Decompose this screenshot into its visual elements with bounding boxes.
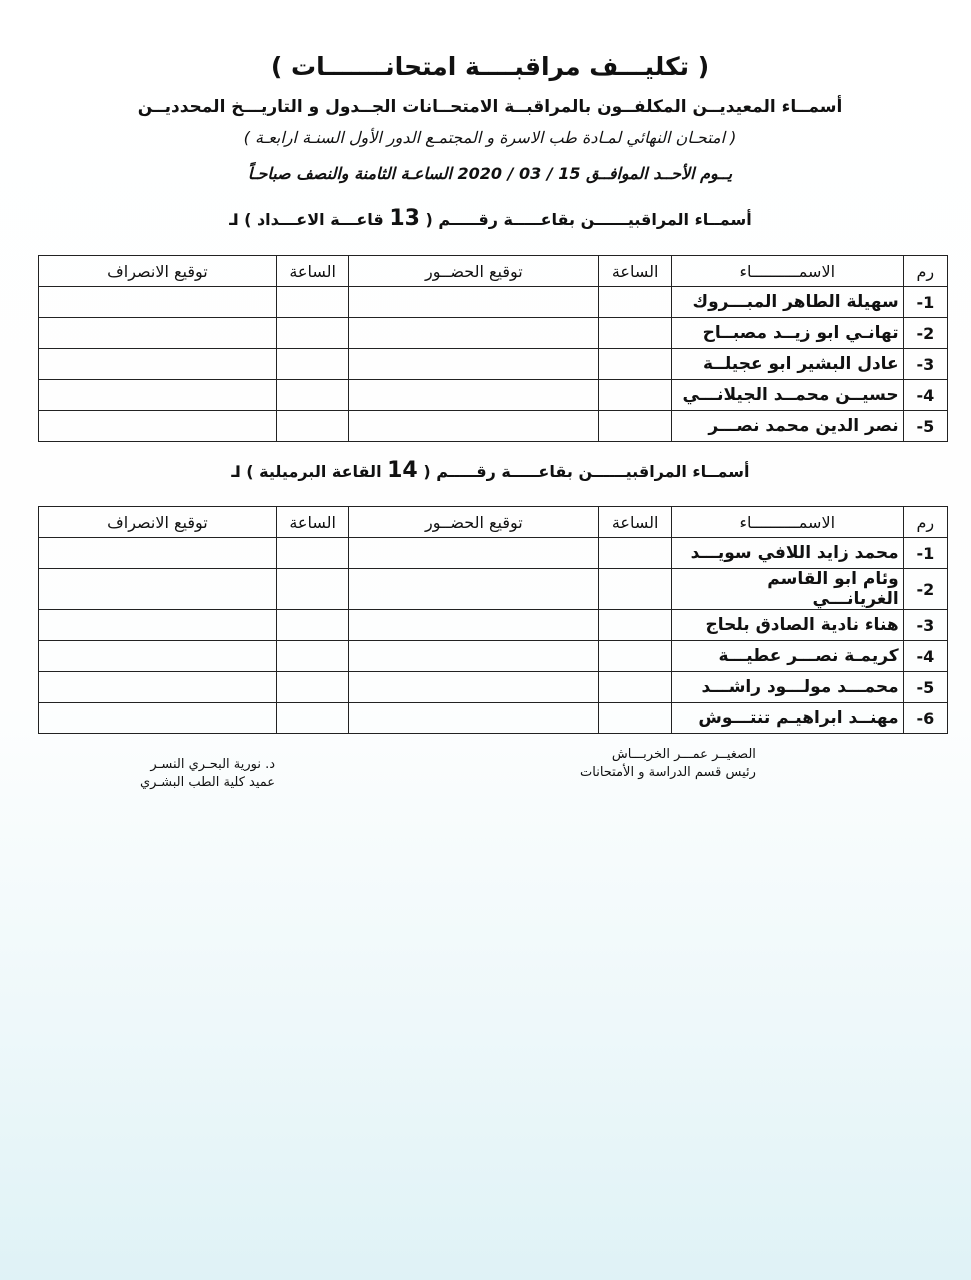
section-1-hall-number: 13 xyxy=(389,206,420,231)
row-number: 6- xyxy=(903,703,947,734)
sign-out-cell[interactable] xyxy=(39,672,277,703)
sign-in-cell[interactable] xyxy=(349,641,599,672)
col-header-name: الاسمــــــــــاء xyxy=(671,507,903,538)
sign-out-cell[interactable] xyxy=(39,380,277,411)
sign-out-cell[interactable] xyxy=(39,411,277,442)
sign-out-cell[interactable] xyxy=(39,349,277,380)
col-header-sign-out: توقيع الانصراف xyxy=(39,507,277,538)
sign-in-cell[interactable] xyxy=(349,672,599,703)
sign-out-cell[interactable] xyxy=(39,703,277,734)
exam-line: ( امتحـان النهائي لمـادة طب الاسرة و المجتمـع الدور الأول السنـة ارابعـة ) xyxy=(243,128,737,147)
table-row xyxy=(39,610,948,641)
sign-in-cell[interactable] xyxy=(349,538,599,569)
time-out-cell[interactable] xyxy=(276,287,349,318)
row-number: 1- xyxy=(903,287,947,318)
section-2-hall-number: 14 xyxy=(387,458,418,483)
time-out-cell[interactable] xyxy=(276,538,349,569)
sign-out-cell[interactable] xyxy=(39,569,277,610)
table-row xyxy=(39,703,948,734)
sign-out-cell[interactable] xyxy=(39,610,277,641)
sign-in-cell[interactable] xyxy=(349,380,599,411)
row-name: محمد زايد اللافي سويـــد xyxy=(671,538,903,569)
table-header-row xyxy=(39,507,948,538)
table-row xyxy=(39,411,948,442)
table-row xyxy=(39,380,948,411)
col-header-sign-in: توقيع الحضــور xyxy=(349,256,599,287)
time-out-cell[interactable] xyxy=(276,318,349,349)
row-number: 3- xyxy=(903,349,947,380)
col-header-sign-in: توقيع الحضــور xyxy=(349,507,599,538)
col-header-name: الاسمــــــــــاء xyxy=(671,256,903,287)
time-in-cell[interactable] xyxy=(599,641,672,672)
time-out-cell[interactable] xyxy=(276,380,349,411)
row-name: عادل البشير ابو عجيلــة xyxy=(671,349,903,380)
signature-right-name: الصغيــر عمـــر الخربـــاش xyxy=(611,747,756,762)
time-in-cell[interactable] xyxy=(599,703,672,734)
time-out-cell[interactable] xyxy=(276,703,349,734)
row-number: 4- xyxy=(903,641,947,672)
time-in-cell[interactable] xyxy=(599,411,672,442)
signature-left-title: عميد كلية الطب البشـري xyxy=(140,775,276,790)
time-out-cell[interactable] xyxy=(276,349,349,380)
section-2-heading xyxy=(180,458,800,483)
col-header-num: رم xyxy=(903,256,947,287)
time-out-cell[interactable] xyxy=(276,610,349,641)
time-in-cell[interactable] xyxy=(599,318,672,349)
table-header-row xyxy=(39,256,948,287)
col-header-num: رم xyxy=(903,507,947,538)
time-in-cell[interactable] xyxy=(599,610,672,641)
sign-in-cell[interactable] xyxy=(349,349,599,380)
table-row xyxy=(39,349,948,380)
sign-in-cell[interactable] xyxy=(349,411,599,442)
sign-out-cell[interactable] xyxy=(39,287,277,318)
row-name: سهيلة الطاهر المبـــروك xyxy=(671,287,903,318)
time-out-cell[interactable] xyxy=(276,411,349,442)
row-name: هناء نادية الصادق بلحاج xyxy=(671,610,903,641)
section-2-heading-prefix: أسمــاء المراقبيــــــن بقاعـــــة رقـــــم ( xyxy=(423,462,750,481)
time-in-cell[interactable] xyxy=(599,349,672,380)
table-row xyxy=(39,569,948,610)
section-1-heading xyxy=(180,206,800,231)
subtitle: أسمــاء المعيديــن المكلفــون بالمراقبــة الامتحــانات الجــدول و التاريـــخ المحدديــن xyxy=(137,97,843,117)
row-number: 5- xyxy=(903,411,947,442)
sign-in-cell[interactable] xyxy=(349,287,599,318)
time-out-cell[interactable] xyxy=(276,672,349,703)
row-number: 4- xyxy=(903,380,947,411)
sign-out-cell[interactable] xyxy=(39,641,277,672)
signature-block-left xyxy=(140,756,275,792)
section-1-table xyxy=(38,255,948,442)
section-2-table xyxy=(38,506,948,734)
sign-out-cell[interactable] xyxy=(39,318,277,349)
page-title: ( تكليـــف مراقبــــة امتحانـــــــات ) xyxy=(270,52,710,81)
col-header-sign-out: توقيع الانصراف xyxy=(39,256,277,287)
time-in-cell[interactable] xyxy=(599,538,672,569)
sign-in-cell[interactable] xyxy=(349,703,599,734)
time-out-cell[interactable] xyxy=(276,569,349,610)
col-header-time-in: الساعة xyxy=(599,507,672,538)
col-header-time-out: الساعة xyxy=(276,507,349,538)
row-number: 1- xyxy=(903,538,947,569)
time-out-cell[interactable] xyxy=(276,641,349,672)
sign-in-cell[interactable] xyxy=(349,569,599,610)
row-number: 2- xyxy=(903,318,947,349)
table-row xyxy=(39,318,948,349)
signature-block-right xyxy=(580,746,756,782)
sign-in-cell[interactable] xyxy=(349,318,599,349)
time-in-cell[interactable] xyxy=(599,380,672,411)
table-row xyxy=(39,672,948,703)
section-1-heading-suffix: قاعـــة الاعـــداد ) ⅃ xyxy=(228,210,384,229)
row-name: حسيــن محمــد الجيلانـــي xyxy=(671,380,903,411)
time-in-cell[interactable] xyxy=(599,569,672,610)
row-name: مهنــد ابراهيـم تنتـــوش xyxy=(671,703,903,734)
time-in-cell[interactable] xyxy=(599,672,672,703)
row-number: 5- xyxy=(903,672,947,703)
row-number: 3- xyxy=(903,610,947,641)
signature-left-name: د. نورية البحـري النسـر xyxy=(150,757,276,772)
table-row xyxy=(39,641,948,672)
section-1-heading-prefix: أسمــاء المراقبيــــــن بقاعـــــة رقـــــم ( xyxy=(425,210,752,229)
row-name: تهانـي ابو زيــد مصبــاح xyxy=(671,318,903,349)
row-name: محمـــد مولـــود راشـــد xyxy=(671,672,903,703)
row-number: 2- xyxy=(903,569,947,610)
row-name: وئام ابو القاسم الغريانـــي xyxy=(671,569,903,610)
date-line: يــوم الأحــد الموافــق 15 / 03 / 2020 الساعـة الثامنة والنصف صباحـاً xyxy=(247,164,733,183)
signature-right-title: رئيس قسم الدراسة و الأمتحانات xyxy=(580,765,756,780)
table-row xyxy=(39,287,948,318)
sign-out-cell[interactable] xyxy=(39,538,277,569)
sign-in-cell[interactable] xyxy=(349,610,599,641)
table-row xyxy=(39,538,948,569)
section-2-heading-suffix: القاعة البرميلية ) ⅃ xyxy=(230,462,382,481)
col-header-time-out: الساعة xyxy=(276,256,349,287)
row-name: نصر الدين محمد نصـــر xyxy=(671,411,903,442)
row-name: كريمـة نصـــر عطيـــة xyxy=(671,641,903,672)
time-in-cell[interactable] xyxy=(599,287,672,318)
col-header-time-in: الساعة xyxy=(599,256,672,287)
